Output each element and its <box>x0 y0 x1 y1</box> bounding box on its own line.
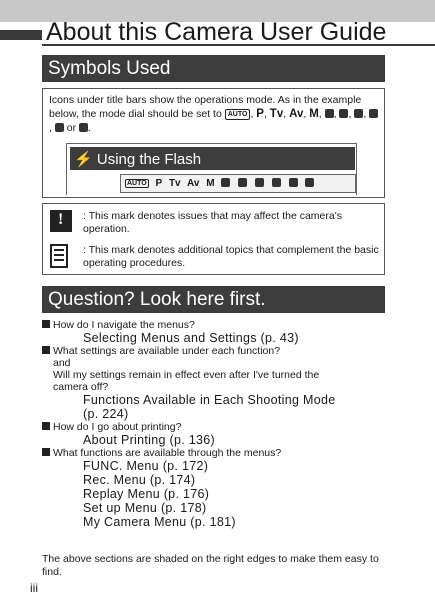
strip-av: Av <box>187 178 200 189</box>
answer-link[interactable]: FUNC. Menu (p. 172) <box>83 459 209 473</box>
portrait-mode-icon <box>325 109 334 118</box>
mode-m-label: M <box>309 108 319 120</box>
bullet-square-icon <box>42 320 50 328</box>
bullet-square-icon <box>42 422 50 430</box>
question-1: How do I navigate the menus? <box>42 319 402 331</box>
page-title: About this Camera User Guide <box>46 18 387 46</box>
question-list <box>42 319 402 529</box>
memo-icon <box>50 244 68 268</box>
answer-link-cont[interactable]: (p. 224) <box>83 407 129 421</box>
special-scene-mode-icon <box>79 123 88 132</box>
strip-auto-icon: AUTO <box>127 180 147 187</box>
memo-note: : This mark denotes additional topics that complement the basic operating procedures. <box>83 244 379 269</box>
answer-link[interactable]: Rec. Menu (p. 174) <box>83 473 196 487</box>
intro-or: or <box>66 122 77 134</box>
answer-link[interactable]: Replay Menu (p. 176) <box>83 487 210 501</box>
answer-link[interactable]: About Printing (p. 136) <box>83 433 215 447</box>
example-heading-text: Using the Flash <box>96 151 202 168</box>
caution-note: : This mark denotes issues that may affect the camera's operation. <box>83 210 342 235</box>
answer-link[interactable]: Selecting Menus and Settings (p. 43) <box>83 331 299 345</box>
bullet-square-icon <box>42 346 50 354</box>
intro-text: Icons under title bars show the operations mode. As in the example below, the mode dial should be set to <box>49 94 362 120</box>
landscape-mode-icon <box>339 109 348 118</box>
question-4: What functions are available through the menus? <box>42 447 402 459</box>
question-2-cont: and <box>53 357 71 369</box>
auto-mode-icon: AUTO <box>225 109 251 120</box>
title-accent <box>0 30 42 40</box>
question-2-cont: camera off? <box>53 381 109 393</box>
answer-link[interactable]: Functions Available in Each Shooting Mode <box>83 393 336 407</box>
question-2: What settings are available under each function? <box>42 345 402 357</box>
page-number: iii <box>30 581 38 595</box>
strip-fast-shutter-icon <box>272 178 281 187</box>
question-2-cont: Will my settings remain in effect even after I've turned the <box>53 369 320 381</box>
question-3: How do I go about printing? <box>42 421 402 433</box>
bullet-square-icon <box>42 448 50 456</box>
symbols-intro: Icons under title bars show the operations mode. As in the example below, the mode dial should be set to AUTO , P, Tv, Av, M, , , , , or . <box>49 93 379 135</box>
slow-shutter-mode-icon <box>55 123 64 132</box>
strip-portrait-icon <box>221 178 230 187</box>
section-heading-symbols: Symbols Used <box>42 55 385 82</box>
strip-tv: Tv <box>168 178 181 189</box>
strip-landscape-icon <box>238 178 247 187</box>
flash-icon: ⚡ <box>74 151 93 168</box>
strip-slow-shutter-icon <box>289 178 298 187</box>
notes-box <box>42 203 385 275</box>
caution-icon <box>50 210 72 232</box>
strip-special-scene-icon <box>305 178 314 187</box>
example-mode-strip <box>120 174 356 193</box>
strip-night-icon <box>255 178 264 187</box>
mode-tv-label: Tv <box>269 108 284 120</box>
strip-m: M <box>206 178 215 189</box>
footer-note: The above sections are shaded on the right edges to make them easy to find. <box>42 553 379 578</box>
mode-p-label: P <box>256 108 264 120</box>
fast-shutter-mode-icon <box>369 109 378 118</box>
strip-p: P <box>155 178 163 189</box>
answer-link[interactable]: My Camera Menu (p. 181) <box>83 515 236 529</box>
night-scene-mode-icon <box>354 109 363 118</box>
symbols-box <box>42 88 385 198</box>
example-heading <box>70 147 355 170</box>
answer-link[interactable]: Set up Menu (p. 178) <box>83 501 207 515</box>
section-heading-questions: Question? Look here first. <box>42 286 385 313</box>
mode-av-label: Av <box>289 108 304 120</box>
